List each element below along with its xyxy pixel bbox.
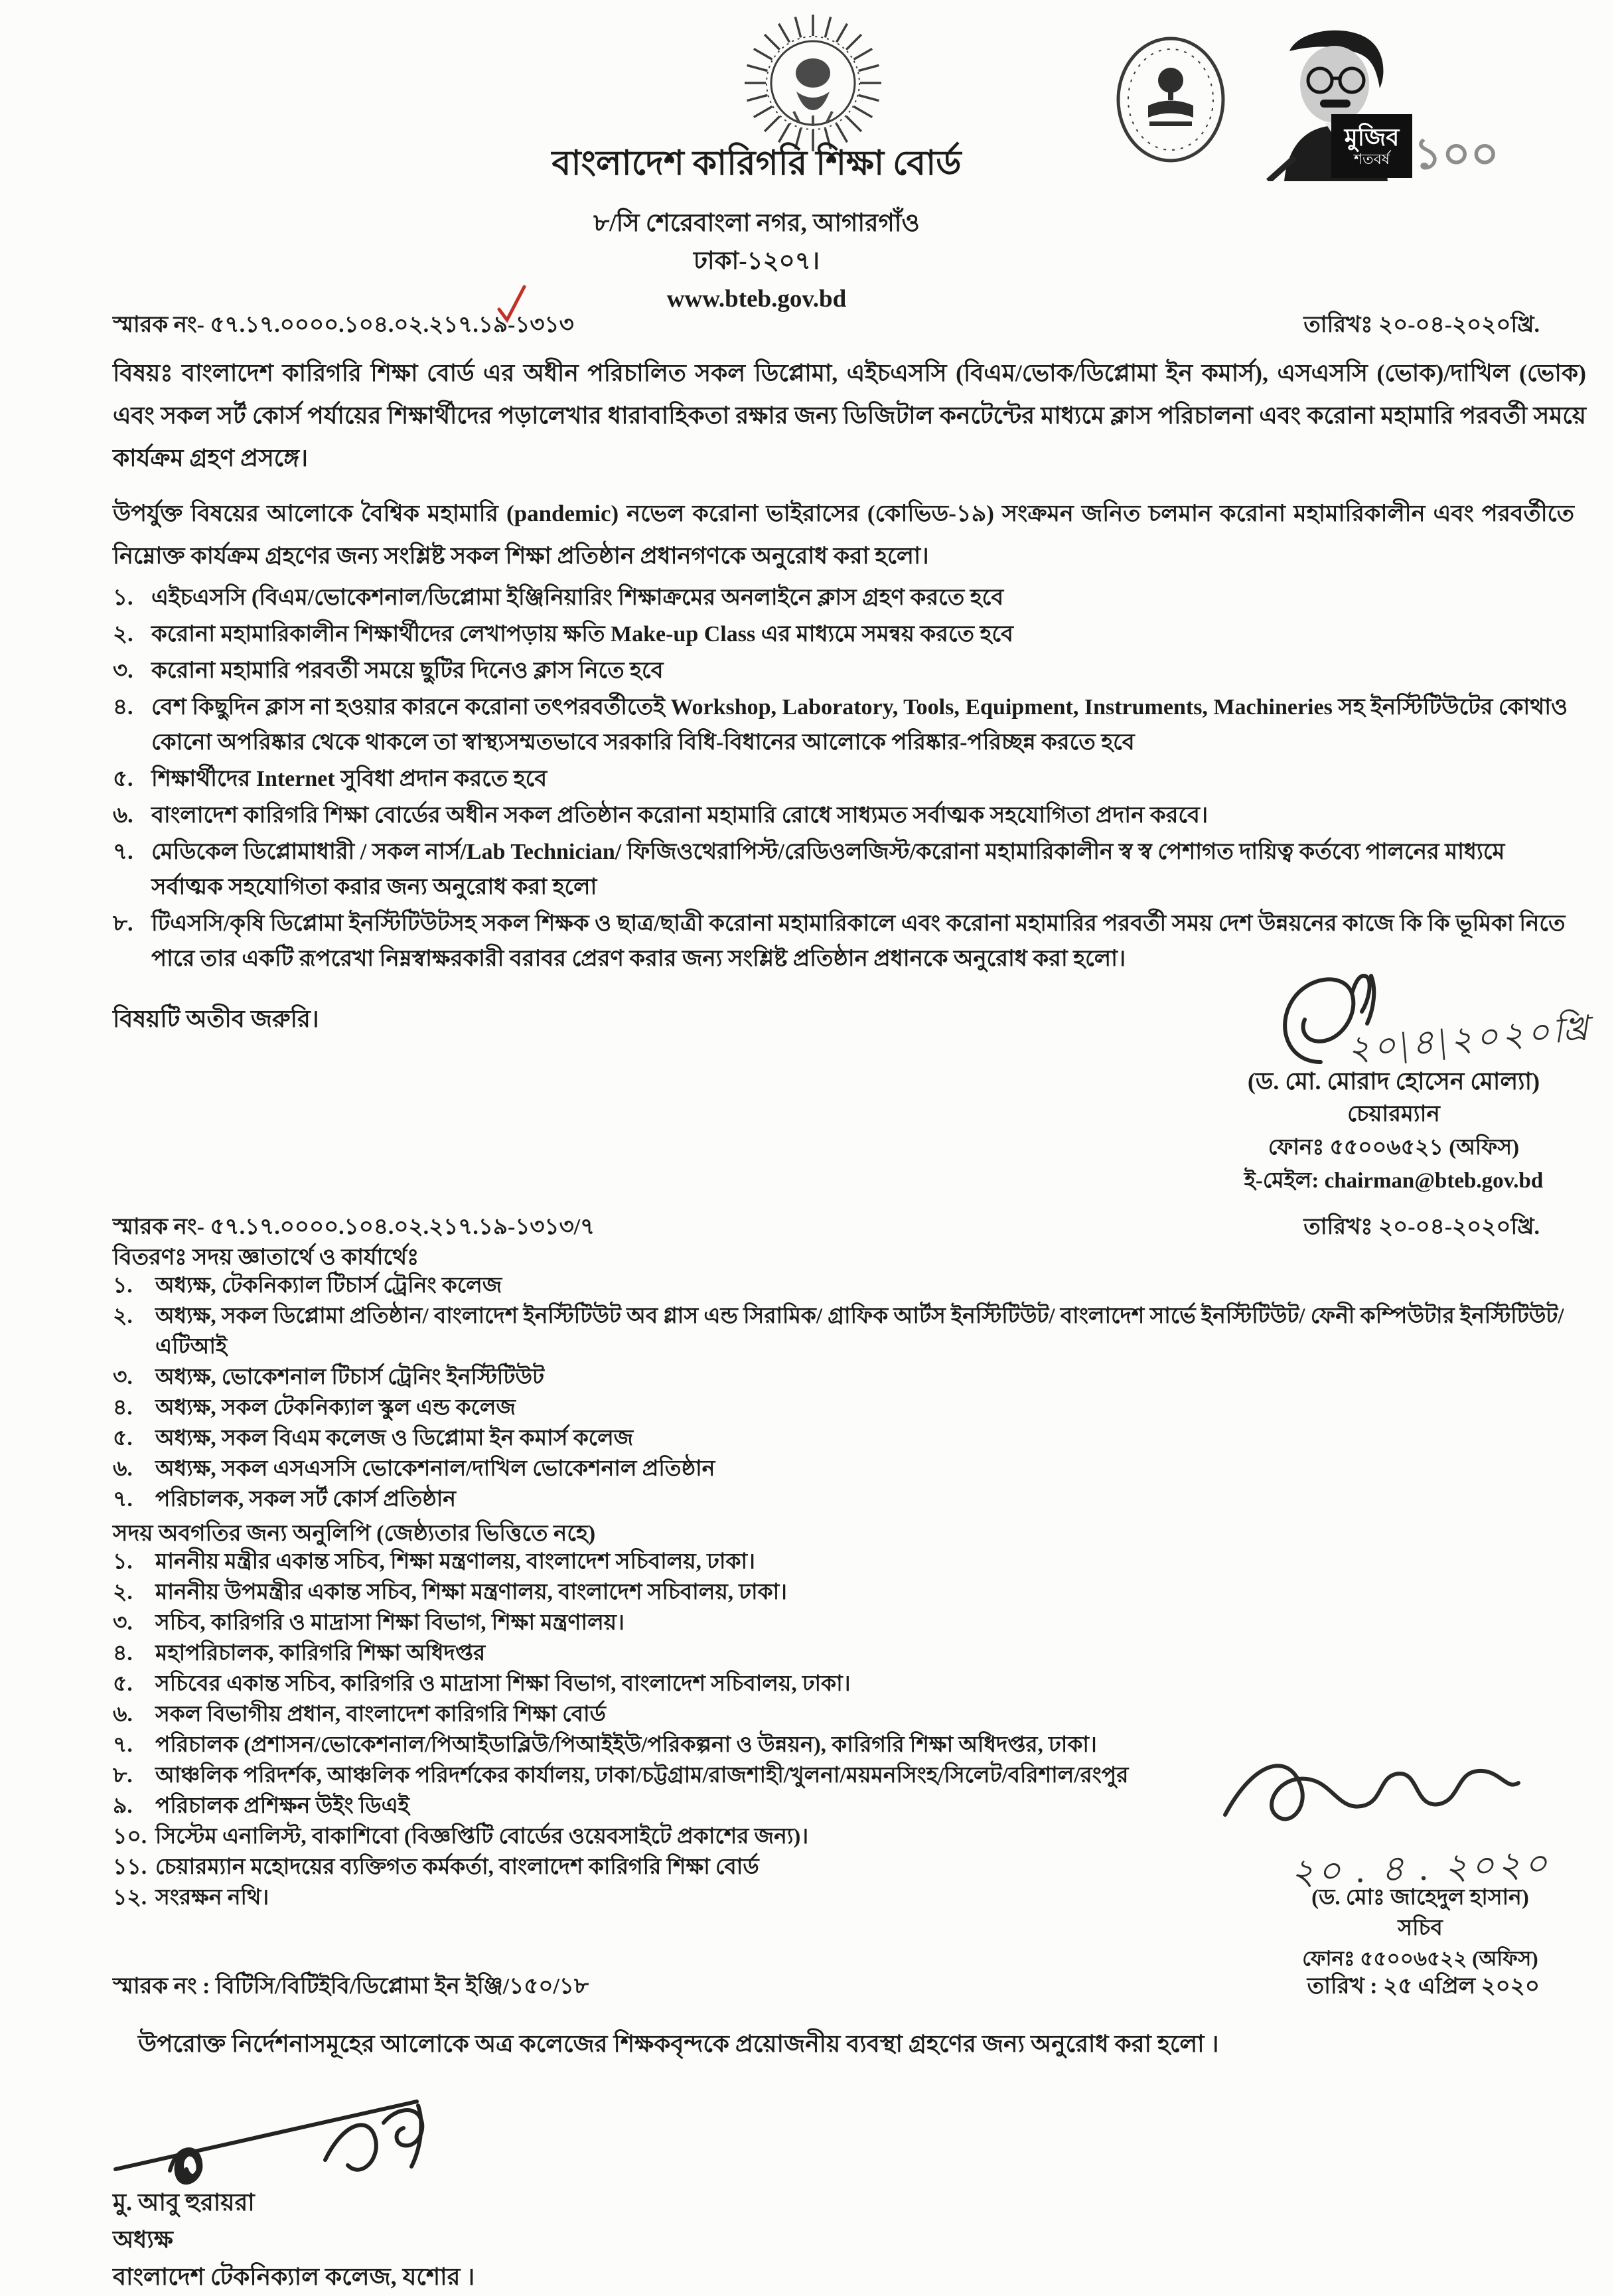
memo-date-1: তারিখঃ ২০-০৪-২০২০খ্রি. (1303, 313, 1540, 337)
distribution-item: ৪. অধ্যক্ষ, সকল টেকনিক্যাল স্কুল এন্ড কলেজ (113, 1396, 516, 1420)
secretary-phone: ফোনঃ ৫৫০০৬৫২২ (অফিস) (1302, 1947, 1538, 1970)
copy-item: ২. মাননীয় উপমন্ত্রীর একান্ত সচিব, শিক্ষা মন্ত্রণালয়, বাংলাদেশ সচিবালয়, ঢাকা। (113, 1580, 787, 1604)
distribution-item: ১. অধ্যক্ষ, টেকনিক্যাল টিচার্স ট্রেনিং কলেজ (113, 1274, 502, 1298)
closing-paragraph: উপরোক্ত নির্দেশনাসমূহের আলোকে অত্র কলেজের শিক্ষকবৃন্দকে প্রয়োজনীয় ব্যবস্থা গ্রহণের জন্য অনুরোধ করা হলো । (138, 2030, 1219, 2057)
copy-item: ১২. সংরক্ষন নথি। (113, 1886, 269, 1910)
org-website: www.bteb.gov.bd (666, 285, 847, 313)
mujib-100-badge (1331, 114, 1499, 178)
distribution-item: ৬. অধ্যক্ষ, সকল এসএসসি ভোকেশনাল/দাখিল ভোকেশনাল প্রতিষ্ঠান (113, 1457, 715, 1481)
memo-date-2: তারিখঃ ২০-০৪-২০২০খ্রি. (1303, 1215, 1540, 1239)
distribution-item: ২. অধ্যক্ষ, সকল ডিপ্লোমা প্রতিষ্ঠান/ বাংলাদেশ ইনস্টিটিউট অব গ্লাস এন্ড সিরামিক/ গ্রাফিক আর্টস ইনস্টিটিউট/ বাংলাদেশ সার্ভে ইনস্টিটিউট/ ফেনী কম্পিউটার ইনস্টিটিউট/ এটিআই (113, 1304, 1564, 1359)
copy-item: ৮. আঞ্চলিক পরিদর্শক, আঞ্চলিক পরিদর্শকের কার্যালয়, ঢাকা/চট্টগ্রাম/রাজশাহী/খুলনা/ময়মনসিংহ/সিলেট/বরিশাল/রংপুর (113, 1764, 1129, 1788)
directive-item: ৩. করোনা মহামারি পরবর্তী সময়ে ছুটির দিনেও ক্লাস নিতে হবে (113, 658, 664, 683)
red-check-mark (494, 283, 528, 329)
directive-item: ২. করোনা মহামারিকালীন শিক্ষার্থীদের লেখাপড়ায় ক্ষতি Make-up Class এর মাধ্যমে সমন্বয় করতে হবে (113, 622, 1013, 647)
directives-list (113, 580, 1577, 978)
copies-heading: সদয় অবগতির জন্য অনুলিপি (জেষ্ঠ্যতার ভিত্তিতে নহে) (113, 1521, 596, 1546)
secretary-block (1261, 1882, 1579, 1974)
memo-date-3: তারিখ : ২৫ এপ্রিল ২০২০ (1307, 1974, 1540, 1999)
copy-item: ১০. সিস্টেম এনালিস্ট, বাকাশিবো (বিজ্ঞপ্তিটি বোর্ডের ওয়েবসাইটে প্রকাশের জন্য)। (113, 1825, 809, 1849)
directive-item: ৭. মেডিকেল ডিপ্লোমাধারী / সকল নার্স/Lab Technician/ ফিজিওথেরাপিস্ট/রেডিওলজিস্ট/করোনা মহামারিকালীন স্ব স্ব পেশাগত দায়িত্ব কর্তব্যে পালনের মাধ্যমে সর্বাত্মক সহযোগিতা করার জন্য অনুরোধ করা হলো (113, 840, 1505, 899)
badge-number-100: ১০০ (1414, 130, 1499, 179)
org-name: বাংলাদেশ কারিগরি শিক্ষা বোর্ড (551, 145, 962, 183)
distribution-item: ৫. অধ্যক্ষ, সকল বিএম কলেজ ও ডিপ্লোমা ইন কমার্স কলেজ (113, 1426, 634, 1450)
secretary-signature (1214, 1734, 1540, 1850)
copy-item: ১১. চেয়ারম্যান মহোদয়ের ব্যক্তিগত কর্মকর্তা, বাংলাদেশ কারিগরি শিক্ষা বোর্ড (113, 1855, 759, 1879)
memo-number-3: স্মারক নং : বিটিসি/বিটিইবি/ডিপ্লোমা ইন ইঞ্জি/১৫০/১৮ (113, 1974, 589, 1999)
directive-item: ৫. শিক্ষার্থীদের Internet সুবিধা প্রদান করতে হবে (113, 767, 548, 791)
copy-item: ১. মাননীয় মন্ত্রীর একান্ত সচিব, শিক্ষা মন্ত্রণালয়, বাংলাদেশ সচিবালয়, ঢাকা। (113, 1550, 755, 1574)
copy-item: ৯. পরিচালক প্রশিক্ষন উইং ডিএই (113, 1794, 409, 1818)
copy-item: ৬. সকল বিভাগীয় প্রধান, বাংলাদেশ কারিগরি শিক্ষা বোর্ড (113, 1703, 606, 1726)
copy-item: ৪. মহাপরিচালক, কারিগরি শিক্ষা অধিদপ্তর (113, 1642, 486, 1665)
chairman-name: (ড. মো. মোরাদ হোসেন মোল্যা) (1247, 1068, 1540, 1095)
chairman-title: চেয়ারম্যান (1347, 1102, 1440, 1126)
directive-item: ৬. বাংলাদেশ কারিগরি শিক্ষা বোর্ডের অধীন সকল প্রতিষ্ঠান করোনা মহামারি রোধে সাধ্যমত সর্বাত্মক সহযোগিতা প্রদান করবে। (113, 803, 1209, 828)
chairman-block (1195, 1065, 1593, 1197)
principal-block (113, 2184, 475, 2295)
org-address: ৮/সি শেরেবাংলা নগর, আগারগাঁও (593, 210, 920, 237)
secretary-handwritten-date: ২০ . ৪ . ২০২০ (1289, 1843, 1552, 1892)
memo-row-3 (113, 1969, 1540, 2007)
badge-word-shotoborsho: শতবর্ষ (1354, 151, 1390, 167)
memo-row-1 (113, 307, 1540, 345)
distribution-list (113, 1270, 1577, 1515)
directive-item: ১. এইচএসসি (বিএম/ভোকেশনাল/ডিপ্লোমা ইঞ্জিনিয়ারিং শিক্ষাক্রমের অনলাইনে ক্লাস গ্রহণ করতে হবে (113, 585, 1004, 610)
chairman-phone: ফোনঃ ৫৫০০৬৫২১ (অফিস) (1268, 1136, 1520, 1160)
principal-name: মু. আবু হুরায়রা (113, 2189, 255, 2216)
org-city: ঢাকা-১২০৭। (693, 248, 820, 275)
chairman-handwritten-date: ২০|৪|২০২০খ্রি (1346, 1010, 1593, 1069)
memo-number-2: স্মারক নং- ৫৭.১৭.০০০০.১০৪.০২.২১৭.১৯-১৩১৩/৭ (113, 1215, 595, 1239)
intro-paragraph: উপর্যুক্ত বিষয়ের আলোকে বৈশ্বিক মহামারি (pandemic) নভেল করোনা ভাইরাসের (কোভিড-১৯) সংক্রমন জনিত চলমান করোনা মহামারিকালীন এবং পরবর্তীতে নিম্নোক্ত কার্যক্রম গ্রহণের জন্য সংশ্লিষ্ট সকল শিক্ষা প্রতিষ্ঠান প্রধানগণকে অনুরোধ করা হলো। (113, 500, 1574, 569)
memo-number-1: স্মারক নং- ৫৭.১৭.০০০০.১০৪.০২.২১৭.১৯-১৩১৩ (113, 313, 574, 337)
mujib-badge-black-box (1331, 114, 1412, 178)
secretary-name: (ড. মোঃ জাহেদুল হাসান) (1311, 1886, 1529, 1910)
distribution-item: ৩. অধ্যক্ষ, ভোকেশনাল টিচার্স ট্রেনিং ইনস্টিটিউট (113, 1365, 545, 1389)
secretary-title: সচিব (1398, 1916, 1443, 1940)
principal-title: অধ্যক্ষ (113, 2226, 173, 2253)
subject-line: বিষয়ঃ বাংলাদেশ কারিগরি শিক্ষা বোর্ড এর অধীন পরিচালিত সকল ডিপ্লোমা, এইচএসসি (বিএম/ভোক/ডিপ্লোমা ইন কমার্স), এসএসসি (ভোক)/দাখিল (ভোক) এবং সকল সর্ট কোর্স পর্যায়ের শিক্ষার্থীদের পড়ালেখার ধারাবাহিকতা রক্ষার জন্য ডিজিটাল কনটেন্টের মাধ্যমে ক্লাস পরিচালনা এবং করোনা মহামারি পরবর্তী সময়ে কার্যক্রম গ্রহণ প্রসঙ্গে। (113, 360, 1586, 471)
directive-item: ৮. টিএসসি/কৃষি ডিপ্লোমা ইনস্টিটিউটসহ সকল শিক্ষক ও ছাত্র/ছাত্রী করোনা মহামারিকালে এবং করোনা মহামারির পরবর্তী সময় দেশ উন্নয়নের কাজে কি কি ভূমিকা নিতে পারে তার একটি রূপরেখা নিম্নস্বাক্ষরকারী বরাবর প্রেরণ করার জন্য সংশ্লিষ্ট প্রতিষ্ঠান প্রধানকে অনুরোধ করা হলো। (113, 911, 1566, 971)
badge-word-mujib: মুজিব (1344, 124, 1400, 151)
directive-item: ৪. বেশ কিছুদিন ক্লাস না হওয়ার কারনে করোনা তৎপরবর্তীতেই Workshop, Laboratory, Tools, Equipment, Instruments, Machineries সহ ইনস্টিটিউটের কোথাও কোনো অপরিষ্কার থেকে থাকলে তা স্বাস্থ্যসম্মতভাবে সরকারি বিধি-বিধানের আলোকে পরিষ্কার-পরিচ্ছন্ন করতে হবে (113, 695, 1568, 755)
copy-item: ৩. সচিব, কারিগরি ও মাদ্রাসা শিক্ষা বিভাগ, শিক্ষা মন্ত্রণালয়। (113, 1611, 624, 1635)
urgent-note: বিষয়টি অতীব জরুরি। (113, 1006, 319, 1032)
principal-institution: বাংলাদেশ টেকনিক্যাল কলেজ, যশোর । (113, 2263, 475, 2290)
distribution-heading: বিতরণঃ সদয় জ্ঞাতার্থে ও কার্যার্থেঃ (113, 1245, 419, 1270)
copy-item: ৭. পরিচালক (প্রশাসন/ভোকেশনাল/পিআইডাব্লিউ/পিআইইউ/পরিকল্পনা ও উন্নয়ন), কারিগরি শিক্ষা অধিদপ্তর, ঢাকা। (113, 1733, 1097, 1757)
distribution-item: ৭. পরিচালক, সকল সর্ট কোর্স প্রতিষ্ঠান (113, 1488, 456, 1511)
chairman-email: ই-মেইল: chairman@bteb.gov.bd (1244, 1169, 1544, 1193)
round-emblem-icon (1115, 37, 1226, 166)
principal-signature (106, 2083, 597, 2192)
copy-item: ৫. সচিবের একান্ত সচিব, কারিগরি ও মাদ্রাসা শিক্ষা বিভাগ, বাংলাদেশ সচিবালয়, ঢাকা। (113, 1672, 851, 1696)
